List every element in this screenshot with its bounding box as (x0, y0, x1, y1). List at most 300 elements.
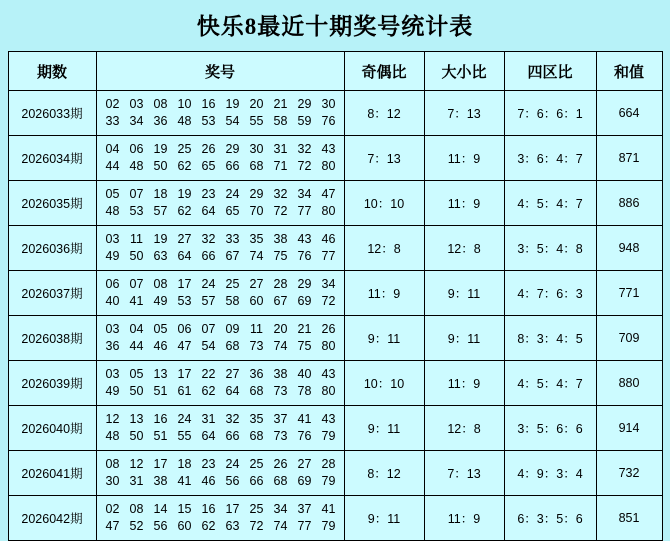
number-ball: 30 (249, 142, 264, 156)
number-ball: 68 (249, 384, 264, 398)
numbers-line (101, 456, 340, 473)
number-ball: 19 (177, 187, 192, 201)
numbers-line (101, 248, 340, 265)
number-ball: 57 (153, 204, 168, 218)
number-ball: 15 (177, 502, 192, 516)
number-ball: 18 (153, 187, 168, 201)
number-ball: 18 (177, 457, 192, 471)
table-header (8, 52, 662, 91)
table-row (8, 451, 662, 496)
number-ball: 25 (249, 457, 264, 471)
cell-sum: 732 (596, 451, 662, 496)
numbers-line (101, 473, 340, 490)
number-ball: 67 (273, 294, 288, 308)
cell-period: 2026040期 (8, 406, 96, 451)
number-ball: 47 (321, 187, 336, 201)
numbers-line (101, 96, 340, 113)
page-title: 快乐8最近十期奖号统计表 (196, 14, 474, 39)
numbers-line (101, 518, 340, 535)
number-ball: 48 (177, 114, 192, 128)
number-ball: 34 (129, 114, 144, 128)
number-ball: 44 (105, 159, 120, 173)
header-row (8, 52, 662, 91)
number-ball: 49 (105, 384, 120, 398)
number-ball: 61 (177, 384, 192, 398)
cell-numbers (96, 271, 344, 316)
cell-big-small: 7：13 (424, 91, 504, 136)
number-ball: 03 (105, 232, 120, 246)
cell-sum: 851 (596, 496, 662, 541)
number-ball: 28 (273, 277, 288, 291)
cell-period: 2026039期 (8, 361, 96, 406)
number-ball: 24 (225, 187, 240, 201)
number-ball: 51 (153, 384, 168, 398)
number-ball: 55 (177, 429, 192, 443)
cell-period: 2026042期 (8, 496, 96, 541)
number-ball: 52 (129, 519, 144, 533)
number-ball: 77 (297, 204, 312, 218)
number-ball: 21 (297, 322, 312, 336)
cell-big-small: 12：8 (424, 406, 504, 451)
number-ball: 68 (249, 159, 264, 173)
cell-period: 2026036期 (8, 226, 96, 271)
cell-big-small: 11：9 (424, 496, 504, 541)
number-ball: 03 (105, 322, 120, 336)
number-ball: 32 (201, 232, 216, 246)
numbers-line (101, 501, 340, 518)
number-ball: 53 (129, 204, 144, 218)
number-ball: 05 (105, 187, 120, 201)
number-ball: 14 (153, 502, 168, 516)
number-ball: 64 (177, 249, 192, 263)
cell-odd-even: 12：8 (344, 226, 424, 271)
number-ball: 40 (297, 367, 312, 381)
number-ball: 80 (321, 159, 336, 173)
cell-numbers (96, 406, 344, 451)
number-ball: 27 (297, 457, 312, 471)
cell-zone: 4：7：6：3 (504, 271, 596, 316)
number-ball: 54 (225, 114, 240, 128)
numbers-line (101, 411, 340, 428)
number-ball: 64 (225, 384, 240, 398)
number-ball: 60 (177, 519, 192, 533)
number-ball: 79 (321, 519, 336, 533)
number-ball: 06 (177, 322, 192, 336)
header-odd-even: 奇偶比 (344, 52, 424, 91)
cell-odd-even: 11：9 (344, 271, 424, 316)
table-row (8, 361, 662, 406)
cell-zone: 3：6：4：7 (504, 136, 596, 181)
number-ball: 02 (105, 97, 120, 111)
number-ball: 55 (249, 114, 264, 128)
number-ball: 17 (177, 277, 192, 291)
numbers-line (101, 231, 340, 248)
number-ball: 73 (273, 429, 288, 443)
number-ball: 63 (153, 249, 168, 263)
number-ball: 75 (273, 249, 288, 263)
table-row (8, 181, 662, 226)
table-row (8, 136, 662, 181)
number-ball: 23 (201, 187, 216, 201)
table-body (8, 91, 662, 541)
number-ball: 40 (105, 294, 120, 308)
number-ball: 74 (249, 249, 264, 263)
cell-odd-even: 8：12 (344, 91, 424, 136)
number-ball: 04 (105, 142, 120, 156)
number-ball: 33 (225, 232, 240, 246)
number-ball: 44 (129, 339, 144, 353)
number-ball: 26 (273, 457, 288, 471)
number-ball: 77 (321, 249, 336, 263)
cell-big-small: 11：9 (424, 136, 504, 181)
cell-numbers (96, 226, 344, 271)
number-ball: 30 (321, 97, 336, 111)
number-ball: 57 (201, 294, 216, 308)
numbers-line (101, 293, 340, 310)
number-ball: 54 (201, 339, 216, 353)
number-ball: 76 (297, 429, 312, 443)
number-ball: 26 (201, 142, 216, 156)
number-ball: 08 (105, 457, 120, 471)
number-ball: 65 (201, 159, 216, 173)
number-ball: 66 (225, 159, 240, 173)
cell-big-small: 11：9 (424, 181, 504, 226)
number-ball: 56 (225, 474, 240, 488)
number-ball: 78 (297, 384, 312, 398)
cell-numbers (96, 316, 344, 361)
number-ball: 07 (129, 277, 144, 291)
cell-period: 2026038期 (8, 316, 96, 361)
cell-big-small: 7：13 (424, 451, 504, 496)
number-ball: 64 (201, 429, 216, 443)
header-period: 期数 (8, 52, 96, 91)
number-ball: 58 (225, 294, 240, 308)
number-ball: 47 (177, 339, 192, 353)
number-ball: 34 (321, 277, 336, 291)
number-ball: 27 (249, 277, 264, 291)
cell-zone: 4：5：4：7 (504, 361, 596, 406)
cell-numbers (96, 136, 344, 181)
cell-zone: 4：5：4：7 (504, 181, 596, 226)
cell-numbers (96, 91, 344, 136)
number-ball: 68 (273, 474, 288, 488)
statistics-table (8, 51, 663, 541)
cell-period: 2026033期 (8, 91, 96, 136)
number-ball: 49 (105, 249, 120, 263)
numbers-line (101, 203, 340, 220)
number-ball: 30 (105, 474, 120, 488)
number-ball: 34 (273, 502, 288, 516)
number-ball: 25 (249, 502, 264, 516)
table-row (8, 91, 662, 136)
cell-zone: 3：5：4：8 (504, 226, 596, 271)
number-ball: 79 (321, 429, 336, 443)
number-ball: 62 (177, 159, 192, 173)
number-ball: 41 (177, 474, 192, 488)
numbers-line (101, 276, 340, 293)
numbers-line (101, 383, 340, 400)
table-row (8, 496, 662, 541)
number-ball: 35 (249, 232, 264, 246)
number-ball: 51 (153, 429, 168, 443)
number-ball: 25 (225, 277, 240, 291)
number-ball: 37 (273, 412, 288, 426)
number-ball: 24 (225, 457, 240, 471)
number-ball: 53 (201, 114, 216, 128)
number-ball: 79 (321, 474, 336, 488)
cell-sum: 880 (596, 361, 662, 406)
number-ball: 72 (273, 204, 288, 218)
number-ball: 74 (273, 519, 288, 533)
number-ball: 36 (105, 339, 120, 353)
number-ball: 29 (225, 142, 240, 156)
number-ball: 50 (129, 384, 144, 398)
number-ball: 23 (201, 457, 216, 471)
number-ball: 19 (225, 97, 240, 111)
number-ball: 72 (249, 519, 264, 533)
cell-zone: 7：6：6：1 (504, 91, 596, 136)
number-ball: 74 (273, 339, 288, 353)
number-ball: 31 (129, 474, 144, 488)
number-ball: 27 (225, 367, 240, 381)
number-ball: 65 (225, 204, 240, 218)
numbers-line (101, 321, 340, 338)
number-ball: 70 (249, 204, 264, 218)
number-ball: 29 (297, 277, 312, 291)
number-ball: 24 (201, 277, 216, 291)
number-ball: 62 (201, 384, 216, 398)
number-ball: 04 (129, 322, 144, 336)
number-ball: 36 (249, 367, 264, 381)
number-ball: 19 (153, 232, 168, 246)
cell-odd-even: 10：10 (344, 361, 424, 406)
number-ball: 17 (153, 457, 168, 471)
number-ball: 03 (105, 367, 120, 381)
number-ball: 41 (321, 502, 336, 516)
number-ball: 80 (321, 339, 336, 353)
header-numbers: 奖号 (96, 52, 344, 91)
number-ball: 19 (153, 142, 168, 156)
number-ball: 76 (297, 249, 312, 263)
cell-period: 2026034期 (8, 136, 96, 181)
number-ball: 73 (249, 339, 264, 353)
number-ball: 05 (153, 322, 168, 336)
number-ball: 11 (130, 232, 143, 246)
number-ball: 17 (177, 367, 192, 381)
number-ball: 72 (297, 159, 312, 173)
number-ball: 33 (105, 114, 120, 128)
number-ball: 62 (177, 204, 192, 218)
number-ball: 24 (177, 412, 192, 426)
cell-numbers (96, 451, 344, 496)
cell-odd-even: 9：11 (344, 496, 424, 541)
cell-sum: 871 (596, 136, 662, 181)
number-ball: 68 (249, 429, 264, 443)
number-ball: 17 (225, 502, 240, 516)
number-ball: 29 (297, 97, 312, 111)
numbers-line (101, 158, 340, 175)
header-sum: 和值 (596, 52, 662, 91)
header-zone: 四区比 (504, 52, 596, 91)
number-ball: 27 (177, 232, 192, 246)
number-ball: 47 (105, 519, 120, 533)
number-ball: 25 (177, 142, 192, 156)
number-ball: 13 (153, 367, 168, 381)
number-ball: 11 (250, 322, 263, 336)
number-ball: 43 (321, 367, 336, 381)
table-row (8, 316, 662, 361)
numbers-line (101, 366, 340, 383)
cell-odd-even: 7：13 (344, 136, 424, 181)
number-ball: 28 (321, 457, 336, 471)
number-ball: 75 (297, 339, 312, 353)
cell-odd-even: 9：11 (344, 316, 424, 361)
number-ball: 71 (273, 159, 288, 173)
number-ball: 46 (153, 339, 168, 353)
number-ball: 32 (297, 142, 312, 156)
number-ball: 62 (201, 519, 216, 533)
cell-sum: 771 (596, 271, 662, 316)
number-ball: 69 (297, 474, 312, 488)
number-ball: 66 (225, 429, 240, 443)
number-ball: 08 (153, 277, 168, 291)
number-ball: 56 (153, 519, 168, 533)
number-ball: 31 (273, 142, 288, 156)
number-ball: 12 (129, 457, 144, 471)
number-ball: 50 (153, 159, 168, 173)
number-ball: 32 (225, 412, 240, 426)
numbers-line (101, 428, 340, 445)
number-ball: 76 (321, 114, 336, 128)
number-ball: 02 (105, 502, 120, 516)
cell-sum: 914 (596, 406, 662, 451)
cell-zone: 4：9：3：4 (504, 451, 596, 496)
number-ball: 80 (321, 384, 336, 398)
number-ball: 37 (297, 502, 312, 516)
number-ball: 16 (201, 502, 216, 516)
cell-period: 2026037期 (8, 271, 96, 316)
number-ball: 08 (153, 97, 168, 111)
cell-numbers (96, 496, 344, 541)
number-ball: 16 (201, 97, 216, 111)
cell-numbers (96, 361, 344, 406)
cell-zone: 6：3：5：6 (504, 496, 596, 541)
cell-big-small: 11：9 (424, 361, 504, 406)
cell-big-small: 9：11 (424, 271, 504, 316)
number-ball: 03 (129, 97, 144, 111)
number-ball: 07 (129, 187, 144, 201)
number-ball: 46 (201, 474, 216, 488)
cell-sum: 948 (596, 226, 662, 271)
cell-big-small: 12：8 (424, 226, 504, 271)
number-ball: 41 (129, 294, 144, 308)
number-ball: 63 (225, 519, 240, 533)
number-ball: 69 (297, 294, 312, 308)
table-row (8, 406, 662, 451)
cell-odd-even: 10：10 (344, 181, 424, 226)
number-ball: 77 (297, 519, 312, 533)
number-ball: 06 (105, 277, 120, 291)
number-ball: 38 (273, 367, 288, 381)
number-ball: 13 (129, 412, 144, 426)
number-ball: 36 (153, 114, 168, 128)
number-ball: 43 (321, 412, 336, 426)
cell-big-small: 9：11 (424, 316, 504, 361)
number-ball: 50 (129, 429, 144, 443)
number-ball: 68 (225, 339, 240, 353)
number-ball: 50 (129, 249, 144, 263)
cell-sum: 709 (596, 316, 662, 361)
cell-odd-even: 8：12 (344, 451, 424, 496)
header-big-small: 大小比 (424, 52, 504, 91)
number-ball: 16 (153, 412, 168, 426)
cell-numbers (96, 181, 344, 226)
number-ball: 49 (153, 294, 168, 308)
number-ball: 41 (297, 412, 312, 426)
numbers-line (101, 141, 340, 158)
number-ball: 72 (321, 294, 336, 308)
cell-sum: 664 (596, 91, 662, 136)
number-ball: 12 (105, 412, 120, 426)
number-ball: 38 (273, 232, 288, 246)
numbers-line (101, 338, 340, 355)
number-ball: 58 (273, 114, 288, 128)
number-ball: 06 (129, 142, 144, 156)
number-ball: 80 (321, 204, 336, 218)
number-ball: 48 (105, 429, 120, 443)
number-ball: 07 (201, 322, 216, 336)
number-ball: 22 (201, 367, 216, 381)
number-ball: 21 (273, 97, 288, 111)
table-row (8, 271, 662, 316)
number-ball: 60 (249, 294, 264, 308)
number-ball: 29 (249, 187, 264, 201)
cell-sum: 886 (596, 181, 662, 226)
cell-odd-even: 9：11 (344, 406, 424, 451)
number-ball: 67 (225, 249, 240, 263)
number-ball: 73 (273, 384, 288, 398)
number-ball: 43 (297, 232, 312, 246)
numbers-line (101, 186, 340, 203)
number-ball: 26 (321, 322, 336, 336)
number-ball: 20 (273, 322, 288, 336)
number-ball: 43 (321, 142, 336, 156)
number-ball: 10 (177, 97, 192, 111)
cell-period: 2026041期 (8, 451, 96, 496)
table-row (8, 226, 662, 271)
number-ball: 05 (129, 367, 144, 381)
number-ball: 32 (273, 187, 288, 201)
number-ball: 31 (201, 412, 216, 426)
number-ball: 46 (321, 232, 336, 246)
number-ball: 66 (249, 474, 264, 488)
number-ball: 48 (105, 204, 120, 218)
cell-zone: 3：5：6：6 (504, 406, 596, 451)
number-ball: 59 (297, 114, 312, 128)
number-ball: 38 (153, 474, 168, 488)
number-ball: 34 (297, 187, 312, 201)
number-ball: 35 (249, 412, 264, 426)
cell-zone: 8：3：4：5 (504, 316, 596, 361)
number-ball: 20 (249, 97, 264, 111)
cell-period: 2026035期 (8, 181, 96, 226)
number-ball: 64 (201, 204, 216, 218)
number-ball: 09 (225, 322, 240, 336)
number-ball: 66 (201, 249, 216, 263)
number-ball: 48 (129, 159, 144, 173)
number-ball: 53 (177, 294, 192, 308)
number-ball: 08 (129, 502, 144, 516)
